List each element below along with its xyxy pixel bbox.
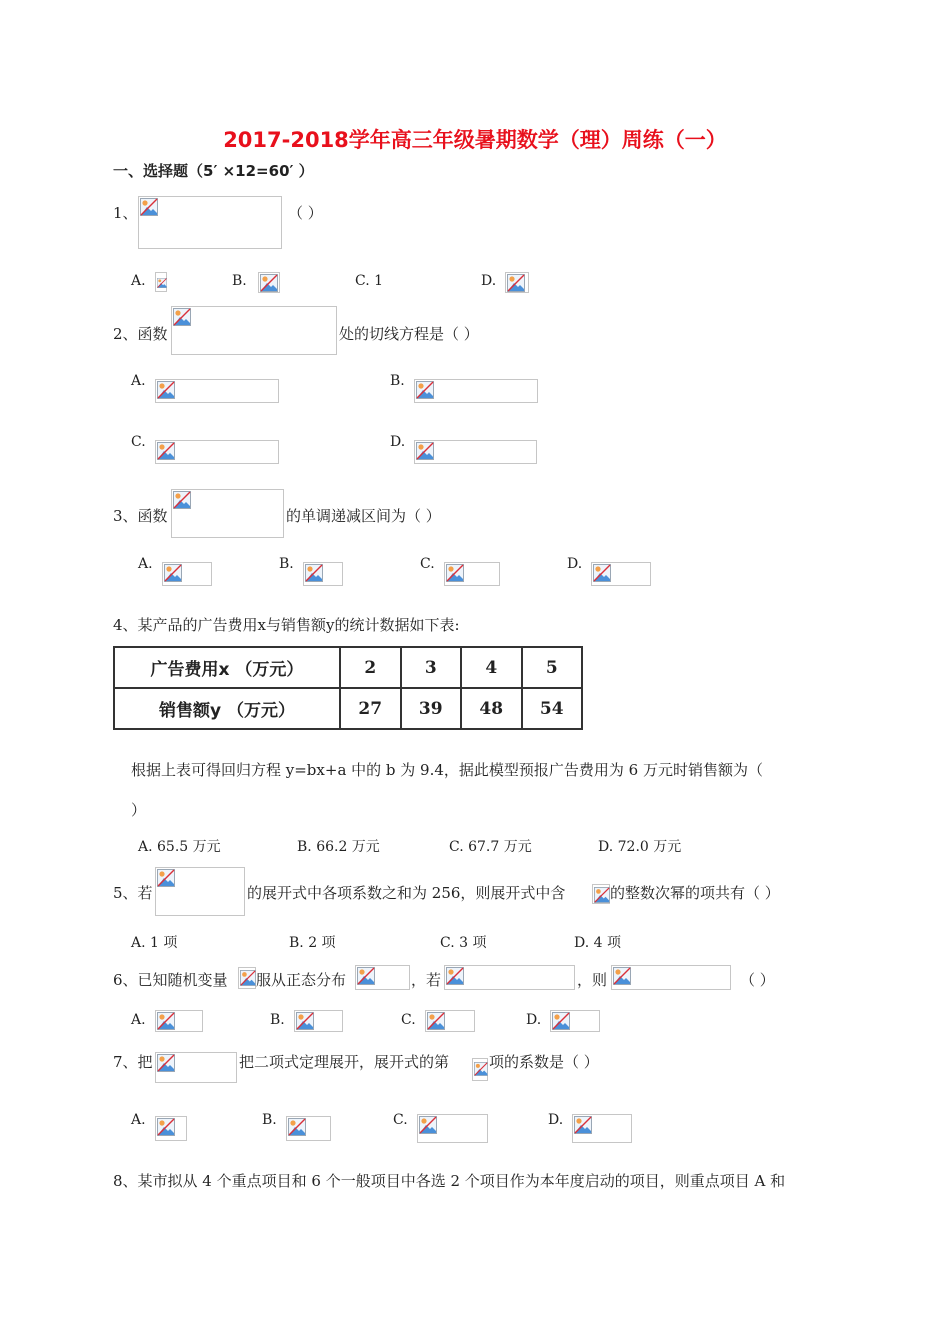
question-7-option-b-image <box>286 1116 331 1141</box>
question-2-option-c-image <box>155 440 279 464</box>
broken-image-icon <box>157 1118 175 1136</box>
table-cell: 39 <box>401 688 462 729</box>
question-3-option-a-image <box>162 562 212 586</box>
broken-image-icon <box>157 442 175 460</box>
broken-image-icon <box>594 886 610 904</box>
question-6-text-b: ，若 <box>411 971 442 989</box>
question-3-number: 3、函数 <box>113 507 168 525</box>
broken-image-icon <box>288 1118 306 1136</box>
question-4-line-1: 根据上表可得回归方程 y=bx+a 中的 b 为 9.4，据此模型预报广告费用为 6 万元时销售额为（ <box>131 761 763 779</box>
table-cell: 54 <box>522 688 583 729</box>
question-6-option-a-image <box>155 1010 203 1032</box>
question-2-option-a-image <box>155 379 279 403</box>
question-6-target-image <box>611 965 731 990</box>
question-2-option-c: C. <box>131 434 146 450</box>
question-7-option-c-image <box>417 1114 488 1143</box>
broken-image-icon <box>416 442 434 460</box>
broken-image-icon <box>305 564 323 582</box>
question-1-option-d-image <box>505 272 529 293</box>
question-4-option-b: B. 66.2 万元 <box>297 839 380 855</box>
question-1-option-c: C. 1 <box>355 273 384 289</box>
question-7-text-a: 把二项式定理展开，展开式的第 <box>239 1053 450 1071</box>
question-7-option-d-image <box>572 1114 632 1143</box>
question-3-option-c: C. <box>420 556 435 572</box>
question-5-option-d: D. 4 项 <box>574 935 621 951</box>
table-row <box>114 647 582 688</box>
table-cell: 3 <box>401 647 462 688</box>
question-5-formula-image <box>155 867 245 916</box>
table-row-label: 广告费用x （万元） <box>114 647 340 688</box>
question-1-answer-paren: （ ） <box>288 204 323 222</box>
question-6-answer-paren: （ ） <box>740 971 775 989</box>
question-2-option-b-image <box>414 379 538 403</box>
question-4-option-a: A. 65.5 万元 <box>138 839 221 855</box>
broken-image-icon <box>416 381 434 399</box>
question-5-number: 5、若 <box>113 884 153 902</box>
question-1-option-b-image <box>258 272 280 293</box>
question-7-index-image <box>472 1058 488 1081</box>
broken-image-icon <box>157 1012 175 1030</box>
table-cell: 27 <box>340 688 401 729</box>
question-3-option-a: A. <box>138 556 153 572</box>
question-3-option-c-image <box>444 562 500 586</box>
question-2-formula-image <box>171 306 337 355</box>
question-4-line-2: ） <box>131 801 147 819</box>
question-3-option-d: D. <box>567 556 583 572</box>
question-7-option-d: D. <box>548 1112 564 1128</box>
question-1-option-a: A. <box>131 273 146 289</box>
table-cell: 5 <box>522 647 583 688</box>
broken-image-icon <box>260 274 278 292</box>
broken-image-icon <box>507 274 525 292</box>
question-6-text-c: ，则 <box>577 971 608 989</box>
question-6-option-a: A. <box>131 1012 146 1028</box>
broken-image-icon <box>240 969 256 987</box>
question-4-text: 4、某产品的广告费用x与销售额y的统计数据如下表: <box>113 616 460 634</box>
question-3-option-b-image <box>303 562 343 586</box>
table-cell: 2 <box>340 647 401 688</box>
question-6-option-d: D. <box>526 1012 542 1028</box>
question-3-option-d-image <box>591 562 651 586</box>
question-7-option-b: B. <box>262 1112 277 1128</box>
question-1-formula-image <box>138 196 282 249</box>
broken-image-icon <box>173 308 191 326</box>
broken-image-icon <box>357 967 375 985</box>
question-6-condition-image <box>444 965 575 990</box>
question-6-option-b-image <box>294 1010 343 1032</box>
broken-image-icon <box>157 381 175 399</box>
page-title: 2017-2018学年高三年级暑期数学（理）周练（一） <box>223 128 727 152</box>
question-7-option-c: C. <box>393 1112 408 1128</box>
question-2-option-d: D. <box>390 434 406 450</box>
table-row-label: 销售额y （万元） <box>114 688 340 729</box>
question-6-option-c-image <box>425 1010 475 1032</box>
broken-image-icon <box>613 967 631 985</box>
broken-image-icon <box>296 1012 314 1030</box>
broken-image-icon <box>164 564 182 582</box>
question-6-option-c: C. <box>401 1012 416 1028</box>
question-5-text-a: 的展开式中各项系数之和为 256，则展开式中含 <box>247 884 566 902</box>
question-7-text-b: 项的系数是（ ） <box>489 1053 599 1071</box>
question-5-option-c: C. 3 项 <box>440 935 487 951</box>
question-1-number: 1、 <box>113 204 138 222</box>
table-cell: 4 <box>461 647 522 688</box>
broken-image-icon <box>552 1012 570 1030</box>
question-5-option-a: A. 1 项 <box>131 935 178 951</box>
section-heading: 一、选择题（5′ ×12=60′ ） <box>113 162 314 180</box>
question-2-option-d-image <box>414 440 537 464</box>
broken-image-icon <box>157 869 175 887</box>
question-7-formula-image <box>155 1052 237 1083</box>
broken-image-icon <box>157 1054 175 1072</box>
question-3-text: 的单调递减区间为（ ） <box>286 507 441 525</box>
broken-image-icon <box>157 274 167 292</box>
question-5-text-b: 的整数次幂的项共有（ ） <box>610 884 780 902</box>
question-2-text: 处的切线方程是（ ） <box>339 325 479 343</box>
question-6-option-d-image <box>550 1010 600 1032</box>
broken-image-icon <box>419 1116 437 1134</box>
broken-image-icon <box>446 967 464 985</box>
question-8-text: 8、某市拟从 4 个重点项目和 6 个一般项目中各选 2 个项目作为本年度启动的项目，则重点项目 A 和 <box>113 1172 786 1190</box>
data-table <box>113 646 583 730</box>
question-7-option-a-image <box>155 1116 187 1141</box>
question-2-number: 2、函数 <box>113 325 168 343</box>
question-1-option-a-image <box>155 272 167 292</box>
question-2-option-b: B. <box>390 373 405 389</box>
table-row <box>114 688 582 729</box>
question-7-option-a: A. <box>131 1112 146 1128</box>
question-4-option-c: C. 67.7 万元 <box>449 839 532 855</box>
question-6-number: 6、已知随机变量 <box>113 971 228 989</box>
question-6-variable-image <box>238 967 256 989</box>
table-cell: 48 <box>461 688 522 729</box>
broken-image-icon <box>427 1012 445 1030</box>
question-5-variable-image <box>592 884 610 904</box>
question-7-number: 7、把 <box>113 1053 153 1071</box>
question-6-option-b: B. <box>270 1012 285 1028</box>
question-5-option-b: B. 2 项 <box>289 935 336 951</box>
broken-image-icon <box>593 564 611 582</box>
broken-image-icon <box>140 198 158 216</box>
broken-image-icon <box>574 1116 592 1134</box>
question-4-option-d: D. 72.0 万元 <box>598 839 682 855</box>
question-6-text-a: 服从正态分布 <box>256 971 347 989</box>
question-6-distribution-image <box>355 965 410 990</box>
broken-image-icon <box>173 491 191 509</box>
question-3-option-b: B. <box>279 556 294 572</box>
question-3-formula-image <box>171 489 284 538</box>
question-1-option-b: B. <box>232 273 247 289</box>
broken-image-icon <box>474 1060 488 1078</box>
question-2-option-a: A. <box>131 373 146 389</box>
broken-image-icon <box>446 564 464 582</box>
question-1-option-d: D. <box>481 273 497 289</box>
